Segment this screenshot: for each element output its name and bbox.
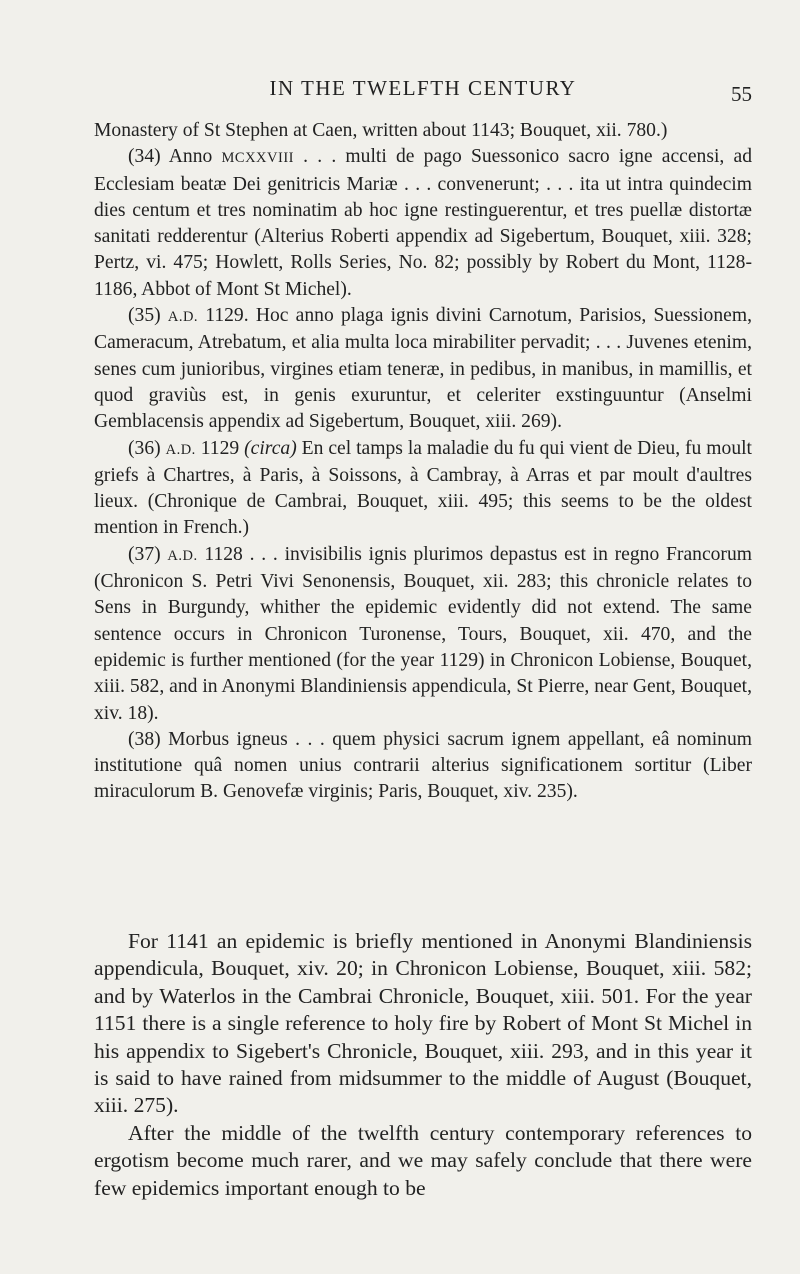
entry-date-value: 1129 <box>200 437 240 459</box>
running-head <box>94 76 752 104</box>
entry-text: . . . multi de pago Suessonico sacro igne accensi, ad Ecclesiam beatæ Dei genitricis Mariæ . . . convenerunt; . . . ita ut intra quindecim dies centum et tres nominatim ab hoc igne restinguerentur, et tres puellæ distortæ sanitati redderentur (Alterius Roberti appendix ad Sigebertum, Bouquet, xiii. 328; Pertz, vi. 475; Howlett, Rolls Series, No. 82; possibly by Robert du Mont, 1128-1186, Abbot of Mont St Michel). <box>94 146 752 300</box>
page-number: 55 <box>731 82 752 106</box>
entry-date-label: Anno <box>168 146 213 168</box>
entry-date-value: MCXXVIII <box>221 150 294 167</box>
entry-number: (38) <box>128 728 161 750</box>
entry-number: (35) <box>128 305 161 327</box>
entry-date-value: 1129. <box>205 305 249 327</box>
main-text <box>94 928 752 1202</box>
entry-date-label: A.D. <box>167 547 198 564</box>
entry-date-label: A.D. <box>167 309 199 326</box>
body-paragraph: For 1141 an epidemic is briefly mentioned in Anonymi Blandiniensis appendicula, Bouquet, xiv. 20; in Chronicon Lobiense, Bouquet, xiii. 582; and by Waterlos in the Cambrai Chronicle, Bouquet, xiii. 501. For the year 1151 there is a single reference to holy fire by Robert of Mont St Michel in his appendix to Sigebert's Chronicle, Bouquet, xiii. 293, and in this year it is said to have rained from midsummer to the middle of August (Bouquet, xiii. 275). <box>94 929 752 1118</box>
body-paragraph: After the middle of the twelfth century contemporary references to ergotism become much rarer, and we may safely conclude that there were few epidemics important enough to be <box>94 1120 752 1200</box>
entry-number: (34) <box>128 146 161 168</box>
note-entry-35 <box>94 303 752 435</box>
entry-date-label: A.D. <box>165 441 196 458</box>
entry-date-value: 1128 <box>204 543 243 565</box>
note-entry-34 <box>94 144 752 303</box>
entry-number: (36) <box>128 437 161 459</box>
entry-text: Hoc anno plaga ignis divini Carnotum, Parisios, Suessionem, Cameracum, Atrebatum, et alia multa loca mirabiliter pervadit; . . . Juvenes etenim, senes cum junioribus, virgines etiam teneræ, in pedibus, in manibus, in mamillis, et quod graviùs est, in genis exuruntur, et celeriter exstinguuntur (Anselmi Gemblacensis appendix ad Sigebertum, Bouquet, xiii. 269). <box>94 305 752 433</box>
note-entry-37 <box>94 542 752 727</box>
entry-text: . . . invisibilis ignis plurimos depastus est in regno Francorum (Chronicon S. Petri Vivi Senonensis, Bouquet, xii. 283; this chronicle relates to Sens in Burgundy, whither the epidemic evidently did not extend. The same sentence occurs in Chronicon Turonense, Tours, Bouquet, xii. 470, and the epidemic is further mentioned (for the year 1129) in Chronicon Lobiense, Bouquet, xiii. 582, and in Anonymi Blandiniensis appendicula, St Pierre, near Gent, Bouquet, xiv. 18). <box>94 543 752 724</box>
running-title: IN THE TWELFTH CENTURY <box>269 76 577 100</box>
entry-text: En cel tamps la maladie du fu qui vient de Dieu, fu moult griefs à Chartres, à Paris, à Soissons, à Cambray, à Arras et par moult d'aultres lieux. (Chronique de Cambrai, Bouquet, xiii. 495; this seems to be the oldest mention in French.) <box>94 437 752 539</box>
source-notes <box>94 118 752 806</box>
entry-italic-note: (circa) <box>244 437 297 459</box>
entry-number: (37) <box>128 543 161 565</box>
note-entry-36 <box>94 436 752 542</box>
note-continuation: Monastery of St Stephen at Caen, written about 1143; Bouquet, xii. 780.) <box>94 120 668 141</box>
note-entry-38 <box>94 727 752 806</box>
entry-text: Morbus igneus . . . quem physici sacrum ignem appellant, eâ nominum institutione quâ nomen unius contrarii alterius significationem sortitur (Liber miraculorum B. Genovefæ virginis; Paris, Bouquet, xiv. 235). <box>94 728 752 803</box>
